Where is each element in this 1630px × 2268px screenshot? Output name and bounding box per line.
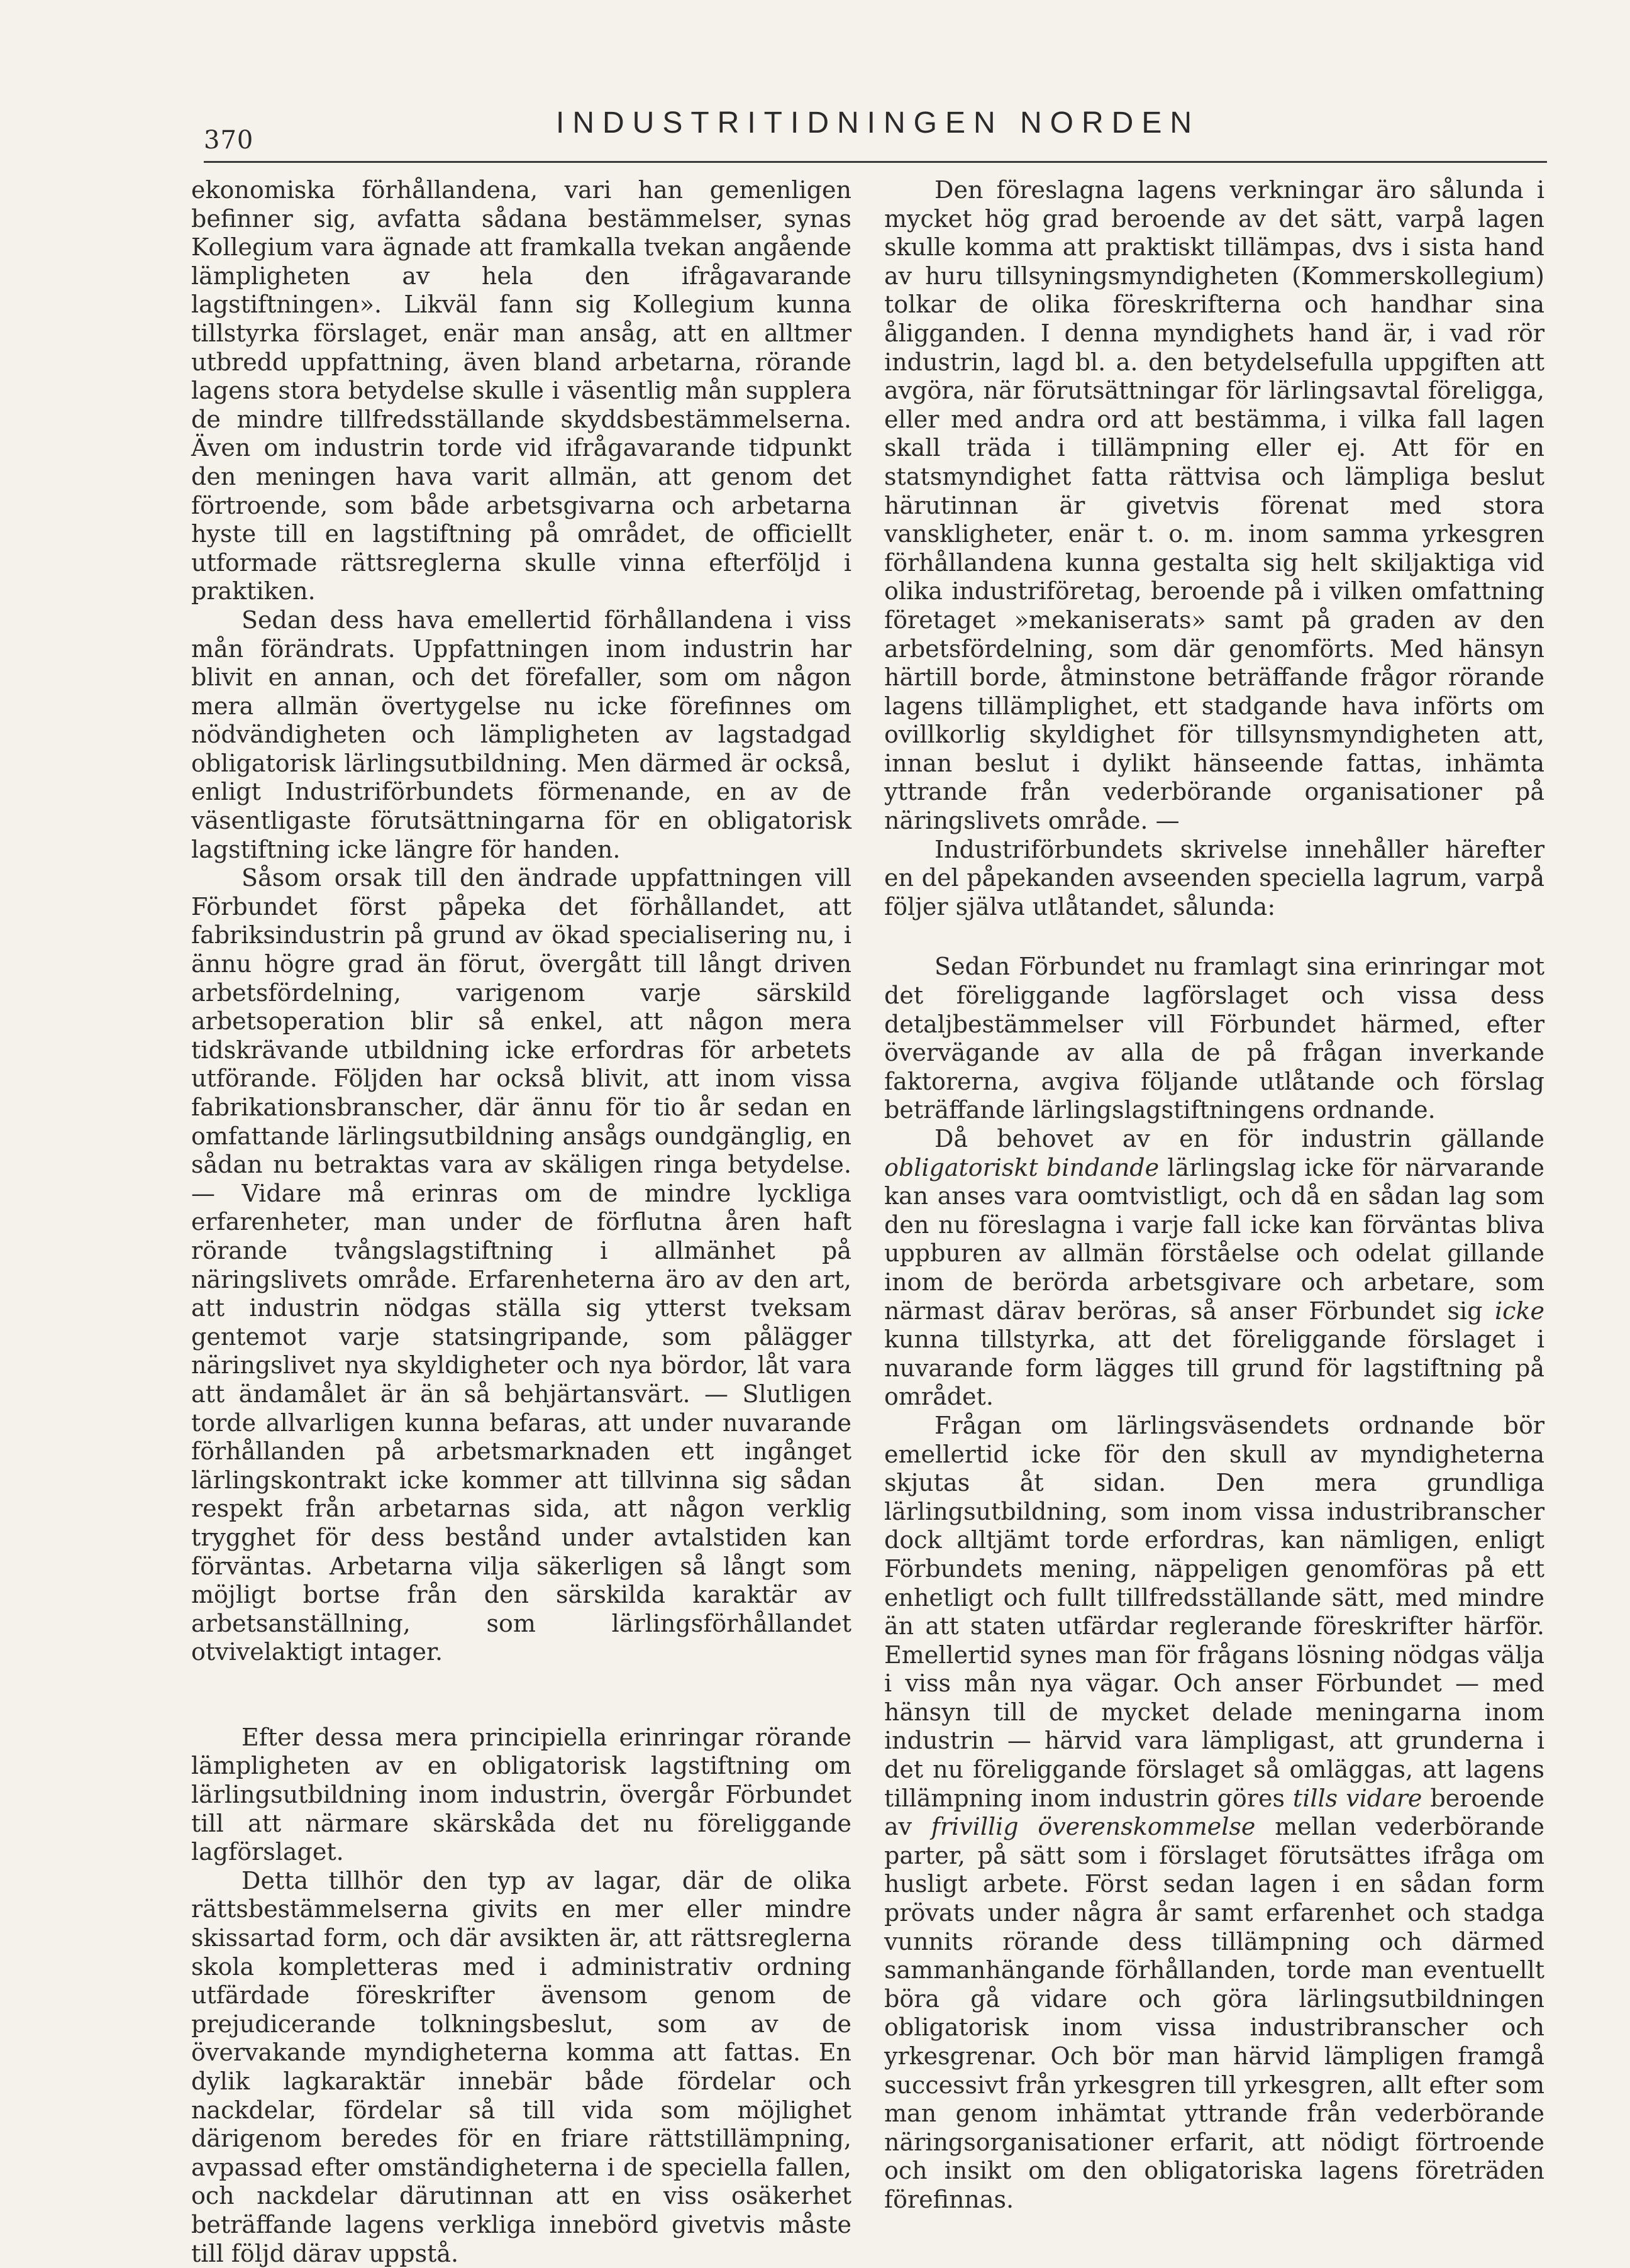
right-column xyxy=(884,176,1544,2213)
text-run: Frågan om lärlingsväsendets ordnande bör emellertid icke för den skull av myndigheterna skjutas åt sidan. Den mera grundliga lärlingsutbildning, som inom vissa industribranscher dock alltjämt torde erfordras, kan nämligen, enligt Förbundets mening, näppeligen genomföras på ett enhetligt och fullt tillfredsställande sätt, med mindre än att staten utfärdar reglerande föreskrifter härför. Emellertid synes man för frågans lösning nödgas välja i viss mån nya vägar. Och anser Förbundet — med hänsyn till de mycket delade meningarna inom industrin — härvid vara lämpligast, att grunderna i det nu föreliggande förslaget så omläggas, att lagens tillämpning inom industrin göres xyxy=(884,1411,1544,1812)
section-gap xyxy=(191,1667,851,1723)
text-run: mellan vederbörande parter, på sätt som i förslaget förutsättes ifråga om husligt arbete. Först sedan lagen i en sådan form prövats under några år samt erfarenhet och stadga vunnits rörande dess tillämpning och därmed sammanhängande förhållanden, torde man eventuellt böra gå vidare och göra lärlingsutbildningen obligatorisk inom vissa industribranscher och yrkesgrenar. Och bör man härvid lämpligen framgå successivt från yrkesgren till yrkesgren, allt efter som man genom inhämtat yttrande från vederbörande näringsorganisationer erfarit, att nödigt förtroende och insikt om den obligatoriska lagens företräden förefinnas. xyxy=(884,1813,1544,2213)
paragraph: ekonomiska förhållandena, vari han gemenligen befinner sig, avfatta sådana bestämmelser, synas Kollegium vara ägnade att framkalla tvekan angående lämpligheten av hela den ifrågavarande lagstiftningen». Likväl fann sig Kollegium kunna tillstyrka förslaget, enär man ansåg, att en alltmer utbredd uppfattning, även bland arbetarna, rörande lagens stora betydelse skulle i väsentlig mån supplera de mindre tillfredsställande skyddsbestämmelserna. Även om industrin torde vid ifrågavarande tidpunkt den meningen hava varit allmän, att genom det förtroende, som både arbetsgivarna och arbetarna hyste till en lagstiftning på området, de officiellt utformade rättsreglerna skulle vinna efterföljd i praktiken. xyxy=(191,176,851,606)
paragraph-with-emphasis xyxy=(884,1412,1544,2215)
emphasis-text: frivillig överenskommelse xyxy=(931,1813,1256,1841)
text-run: beroende av xyxy=(884,1784,1544,1841)
header-rule xyxy=(204,161,1547,163)
text-run: Då behovet av en för industrin gällande xyxy=(934,1125,1544,1153)
paragraph: Sedan dess hava emellertid förhållandena i viss mån förändrats. Uppfattningen inom industrin har blivit en annan, och det förefaller, som om någon mera allmän övertygelse nu icke förefinnes om nödvändigheten och lämpligheten av lagstadgad obligatorisk lärlingsutbildning. Men därmed är också, enligt Industriförbundets förmenande, en av de väsentligaste förutsättningarna för en obligatorisk lagstiftning icke längre för handen. xyxy=(191,606,851,863)
running-title: INDUSTRITIDNINGEN NORDEN xyxy=(556,106,1200,140)
paragraph: Såsom orsak till den ändrade uppfattningen vill Förbundet först påpeka det förhållandet, att fabriksindustrin på grund av ökad specialisering nu, i ännu högre grad än förut, övergått till långt driven arbetsfördelning, varigenom varje särskild arbetsoperation blir så enkel, att någon mera tidskrävande utbildning icke erfordras för arbetets utförande. Följden har också blivit, att inom vissa fabrikationsbranscher, där ännu för tio år sedan en omfattande lärlingsutbildning ansågs oundgänglig, en sådan nu betraktas vara av skäligen ringa betydelse. — Vidare må erinras om de mindre lyckliga erfarenheter, man under de förflutna åren haft rörande tvångslagstiftning i allmänhet på näringslivets område. Erfarenheterna äro av den art, att industrin nödgas ställa sig ytterst tveksam gentemot varje statsingripande, som pålägger näringslivet nya skyldigheter och nya bördor, låt vara att ändamålet är än så behjärtansvärt. — Slutligen torde allvarligen kunna befaras, att under nuvarande förhållanden på arbetsmarknaden ett ingånget lärlingskontrakt icke kommer att tillvinna sig sådan respekt från arbetarnas sida, att någon verklig trygghet för dess bestånd under avtalstiden kan förväntas. Arbetarna vilja säkerligen så långt som möjligt bortse från den särskilda karaktär av arbetsanställning, som lärlingsförhållandet otvivelaktigt intager. xyxy=(191,864,851,1666)
page-header xyxy=(204,106,1547,166)
paragraph: Den föreslagna lagens verkningar äro sålunda i mycket hög grad beroende av det sätt, varpå lagen skulle komma att praktiskt tillämpas, dvs i sista hand av huru tillsyningsmyndigheten (Kommerskollegium) tolkar de olika föreskrifterna och handhar sina åligganden. I denna myndighets hand är, i vad rör industrin, lagd bl. a. den betydelsefulla uppgiften att avgöra, när förutsättningar för lärlingsavtal föreligga, eller med andra ord att bestämma, i vilka fall lagen skall träda i tillämpning eller ej. Att för en statsmyndighet fatta rättvisa och lämpliga beslut härutinnan är givetvis förenat med stora vanskligheter, enär t. o. m. inom samma yrkesgren förhållandena kunna gestalta sig helt skiljaktiga vid olika industriföretag, beroende på i vilken omfattning företaget »mekaniserats» samt på graden av den arbetsfördelning, som där genomförts. Med hänsyn härtill borde, åtminstone beträffande frågor rörande lagens tillämplighet, ett stadgande hava införts om ovillkorlig skyldighet för tillsynsmyndigheten att, innan beslut i dylikt hänseende fattas, inhämta yttrande från vederbörande organisationer på näringslivets område. — xyxy=(884,176,1544,835)
left-column xyxy=(191,176,851,2267)
paragraph-with-emphasis xyxy=(884,1125,1544,1412)
paragraph: Efter dessa mera principiella erinringar rörande lämpligheten av en obligatorisk lagstiftning om lärlingsutbildning inom industrin, övergår Förbundet till att närmare skärskåda det nu föreliggande lagförslaget. xyxy=(191,1723,851,1866)
emphasis-text: icke xyxy=(1495,1297,1544,1325)
paragraph: Detta tillhör den typ av lagar, där de olika rättsbestämmelserna givits en mer eller mindre skissartad form, och där avsikten är, att rättsreglerna skola kompletteras med i administrativ ordning utfärdade föreskrifter ävensom genom de prejudicerande tolkningsbeslut, som av de övervakande myndigheterna komma att fattas. En dylik lagkaraktär innebär både fördelar och nackdelar, fördelar så till vida som möjlighet därigenom beredes för en friare rättstillämpning, avpassad efter omständigheterna i de speciella fallen, och nackdelar därutinnan att en viss osäkerhet beträffande lagens verkliga innebörd givetvis måste till följd därav uppstå. xyxy=(191,1866,851,2267)
emphasis-text: tills vidare xyxy=(1292,1784,1422,1812)
emphasis-text: obligatoriskt bindande xyxy=(884,1153,1160,1181)
paragraph: Industriförbundets skrivelse innehåller härefter en del påpekanden avseenden speciella lagrum, varpå följer själva utlåtandet, sålunda: xyxy=(884,835,1544,921)
text-run: kunna tillstyrka, att det föreliggande förslaget i nuvarande form lägges till grund för lagstiftning på området. xyxy=(884,1325,1544,1411)
paragraph: Sedan Förbundet nu framlagt sina erinringar mot det föreliggande lagförslaget och vissa dess detaljbestämmelser vill Förbundet härmed, efter övervägande av alla de på frågan inverkande faktorerna, avgiva följande utlåtande och förslag beträffande lärlingslagstiftningens ordnande. xyxy=(884,953,1544,1124)
text-run: lärlingslag icke för närvarande kan anses vara oomtvistligt, och då en sådan lag som den nu föreslagna i varje fall icke kan förväntas bliva uppburen av allmän förståelse och odelat gillande inom de berörda arbetsgivare och arbetare, som närmast därav beröras, så anser Förbundet sig xyxy=(884,1153,1544,1325)
page-number: 370 xyxy=(204,126,254,155)
section-gap xyxy=(884,921,1544,953)
